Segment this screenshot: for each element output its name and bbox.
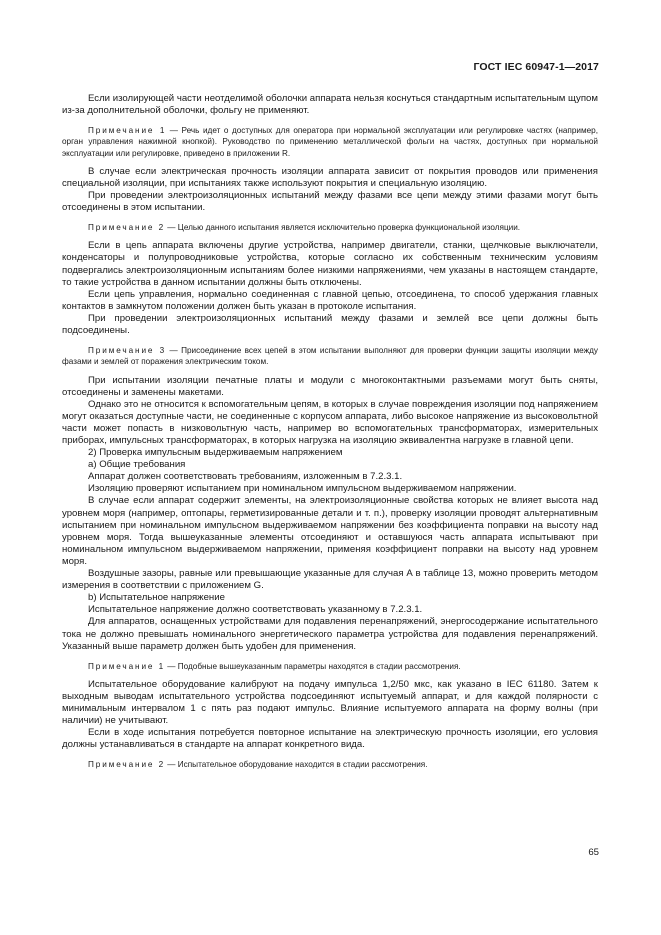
paragraph: Если в ходе испытания потребуется повторное испытание на электрическую прочность изоляции, его условия должны устанавливаться в стандарте на аппарат конкретного вида. [62, 727, 598, 751]
paragraph: a) Общие требования [88, 459, 186, 471]
page-number: 65 [588, 847, 599, 858]
page-body [62, 93, 598, 778]
note-label: Примечание 1 [88, 661, 166, 671]
paragraph: В случае если электрическая прочность изоляции аппарата зависит от покрытия проводов или применения специальной изоляции, при испытаниях также используют покрытия и специальную изоляцию. [62, 165, 598, 189]
note [62, 759, 598, 770]
note [62, 222, 598, 233]
paragraph: Испытательное оборудование калибруют на подачу импульса 1,2/50 мкс, как указано в IEC 61180. Затем к выходным выводам испытательного устройства подсоединяют испытуемый аппарат, и для каждой полярности с минимальным интервалом 1 с пять раз подают импульс. Влияние испытуемого аппарата на форму волны (при наличии) не учитывают. [62, 678, 598, 727]
paragraph: Изоляцию проверяют испытанием при номинальном импульсном выдерживаемом напряжении. [88, 483, 517, 495]
note-text: — Речь идет о доступных для оператора при нормальной эксплуатации или регулировке частях (например, орган управления нажимной кнопкой). Руководство по применению металлической фольги на частях, доступных при нормальной эксплуатации или регулировке, приведено в приложении R. [62, 126, 598, 158]
paragraph: Испытательное напряжение должно соответствовать указанному в 7.2.3.1. [88, 604, 423, 616]
paragraph: При испытании изоляции печатные платы и модули с многоконтактными разъемами могут быть сняты, отсоединены и заменены макетами. [62, 374, 598, 398]
paragraph: При проведении электроизоляционных испытаний между фазами и землей все цепи должны быть подсоединены. [62, 312, 598, 337]
paragraph: Аппарат должен соответствовать требованиям, изложенным в 7.2.3.1. [88, 471, 403, 483]
paragraph: Если изолирующей части неотделимой оболочки аппарата нельзя коснуться стандартным испытательным щупом из-за дополнительной оболочки, фольгу не применяют. [62, 93, 598, 117]
note-text: — Подобные вышеуказанным параметры находятся в стадии рассмотрения. [165, 661, 461, 671]
note-text: — Испытательное оборудование находится в стадии рассмотрения. [165, 760, 428, 770]
paragraph: Однако это не относится к вспомогательным цепям, в которых в случае повреждения изоляции под напряжением могут оказаться доступные части, не соединенные с корпусом аппарата, либо высокое напряжение из высоковольтной части может попасть в низковольтную часть, например во вспомогательных трансформаторах, измерительных приборах, импульсных трансформаторах, в которых нагрузка на изоляцию эквивалентна нагрузке в главной цепи. [62, 398, 598, 446]
note-label: Примечание 2 [88, 223, 166, 233]
paragraph: В случае если аппарат содержит элементы, на электроизоляционные свойства которых не влияет высота над уровнем моря (например, оптопары, герметизированные детали и т. п.), проверку изоляции проводят альтернативным испытанием при номинальном импульсном выдерживаемом напряжении без коэффициента поправки на высоту над уровнем моря. Тогда вышеуказанные элементы отсоединяют и оставшуюся часть аппарата испытывают при номинальном импульсном выдерживаемом напряжении, применяя коэффициент поправки на высоту над уровнем моря. [62, 495, 598, 567]
paragraph: Для аппаратов, оснащенных устройствами для подавления перенапряжений, энергосодержание испытательного тока не должно превышать номинального энергетического параметра устройства для подавления перенапряжений. Указанный выше параметр должен быть удобен для применения. [62, 616, 598, 652]
note-label: Примечание 1 [88, 126, 167, 136]
paragraph: Если цепь управления, нормально соединенная с главной цепью, отсоединена, то способ удержания главных контактов в замкнутом положении должен быть указан в протоколе испытания. [62, 288, 598, 312]
note-label: Примечание 2 [88, 760, 166, 770]
paragraph: Воздушные зазоры, равные или превышающие указанные для случая А в таблице 13, можно проверить методом измерения в соответствии с приложением G. [62, 568, 598, 592]
paragraph: 2) Проверка импульсным выдерживаемым напряжением [88, 447, 343, 459]
paragraph: При проведении электроизоляционных испытаний между фазами все цепи между этими фазами могут быть отсоединены в этом испытании. [62, 189, 598, 214]
note-text: — Целью данного испытания является исключительно проверка функциональной изоляции. [165, 223, 521, 233]
note-text: — Присоединение всех цепей в этом испытании выполняют для проверки функции защиты изоляции между фазами и землей от поражения электрическим током. [62, 346, 598, 367]
note [62, 125, 598, 159]
note [62, 661, 598, 672]
paragraph: Если в цепь аппарата включены другие устройства, например двигатели, станки, щелчковые выключатели, конденсаторы и полупроводниковые устройства, которые согласно их собственным техническим условиям подвергались электроизоляционным испытаниям более низкими напряжениями, чем указаны в настоящем стандарте, то такие устройства в данном испытании должны быть отключены. [62, 240, 598, 288]
note [62, 345, 598, 367]
paragraph: b) Испытательное напряжение [88, 592, 225, 604]
note-label: Примечание 3 [88, 346, 167, 356]
standard-header: ГОСТ IEC 60947-1—2017 [473, 61, 599, 73]
